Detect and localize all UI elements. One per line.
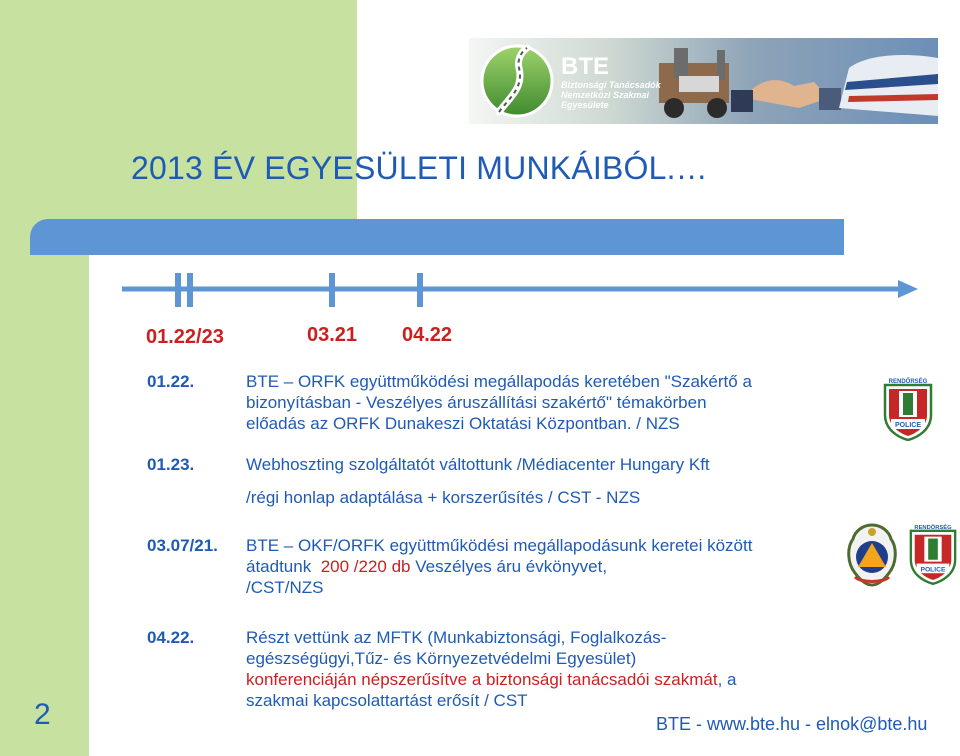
left-decor-panel <box>0 0 89 756</box>
police-badge-icon-2 <box>907 520 959 586</box>
entry-1-line-2: bizonyításban - Veszélyes áruszállítási szakértő" témakörben <box>246 393 707 412</box>
logo-tagline-2: Nemzetközi Szakmai <box>561 90 650 100</box>
road-emblem-icon <box>482 46 552 116</box>
bte-logo-banner <box>469 38 938 124</box>
page-title: 2013 ÉV EGYESÜLETI MUNKÁIBÓL.… <box>131 150 708 186</box>
entry-4-line-1: Részt vettünk az MFTK (Munkabiztonsági, Foglalkozás- <box>246 628 667 647</box>
entry-4-line-3-post: , a <box>717 670 737 689</box>
entry-1-line-3: előadás az ORFK Dunakeszi Oktatási Központban. / NZS <box>246 414 680 433</box>
entry-date-3: 03.07/21. <box>147 536 218 555</box>
logo-tagline-3: Egyesülete <box>561 100 609 110</box>
entry-date-1: 01.22. <box>147 372 195 391</box>
police-badge-label: POLICE <box>894 422 922 429</box>
timeline-marker-1b <box>187 273 193 307</box>
timeline-arrow <box>120 262 920 314</box>
timeline-label-2: 03.21 <box>307 324 358 346</box>
timeline-marker-1a <box>175 273 181 307</box>
footer-contact: BTE - www.bte.hu - elnok@bte.hu <box>656 714 928 734</box>
entry-text-3 <box>246 535 836 598</box>
entry-2-line-2: /régi honlap adaptálása + korszerűsítés / CST - NZS <box>246 488 641 507</box>
entry-4-highlight: konferenciáján népszerűsítve a biztonsági tanácsadói szakmát <box>246 670 718 689</box>
police-badge-top-label: RENDŐRSÉG <box>888 379 928 385</box>
entry-text-1 <box>246 371 836 434</box>
timeline-marker-3 <box>417 273 423 307</box>
logo-banner-graphic <box>469 38 938 124</box>
entry-3-line-1: BTE – OKF/ORFK együttműködési megállapodásunk keretei között <box>246 536 753 555</box>
top-decor-tab <box>89 0 357 220</box>
entry-text-4 <box>246 627 836 711</box>
entry-4-line-4: szakmai kapcsolattartást erősít / CST <box>246 691 528 710</box>
entry-3-line-2-pre: átadtunk <box>246 557 312 576</box>
entry-text-2 <box>246 454 836 475</box>
logo-tagline-1: Biztonsági Tanácsadók <box>561 80 661 90</box>
entry-date-4: 04.22. <box>147 628 195 647</box>
timeline-marker-2 <box>329 273 335 307</box>
logo-brand-text: BTE <box>561 53 609 80</box>
police-badge-icon <box>881 375 935 441</box>
entry-3-line-3: /CST/NZS <box>246 578 324 597</box>
entry-2-line-1: Webhoszting szolgáltatót váltottunk /Médiacenter Hungary Kft <box>246 455 710 474</box>
entry-date-2: 01.23. <box>147 455 195 474</box>
entry-1-line-1: BTE – ORFK együttműködési megállapodás keretében "Szakértő a <box>246 372 752 391</box>
title-underline-bar <box>30 219 844 255</box>
entry-3-line-2 <box>246 556 836 577</box>
police-badge-2-top-label: RENDŐRSÉG <box>914 524 952 531</box>
fire-service-emblem-icon <box>843 523 901 587</box>
entry-4-line-3 <box>246 669 836 690</box>
page-number: 2 <box>34 698 51 731</box>
timeline-label-1: 01.22/23 <box>146 326 224 348</box>
entry-3-line-2-post: Veszélyes áru évkönyvet, <box>415 557 608 576</box>
entry-3-highlight: 200 /220 db <box>320 557 411 576</box>
timeline-label-3: 04.22 <box>402 324 453 346</box>
entry-4-line-2: egészségügyi,Tűz- és Környezetvédelmi Egyesület) <box>246 649 637 668</box>
police-badge-2-label: POLICE <box>920 566 946 574</box>
entry-text-2b <box>246 487 836 508</box>
